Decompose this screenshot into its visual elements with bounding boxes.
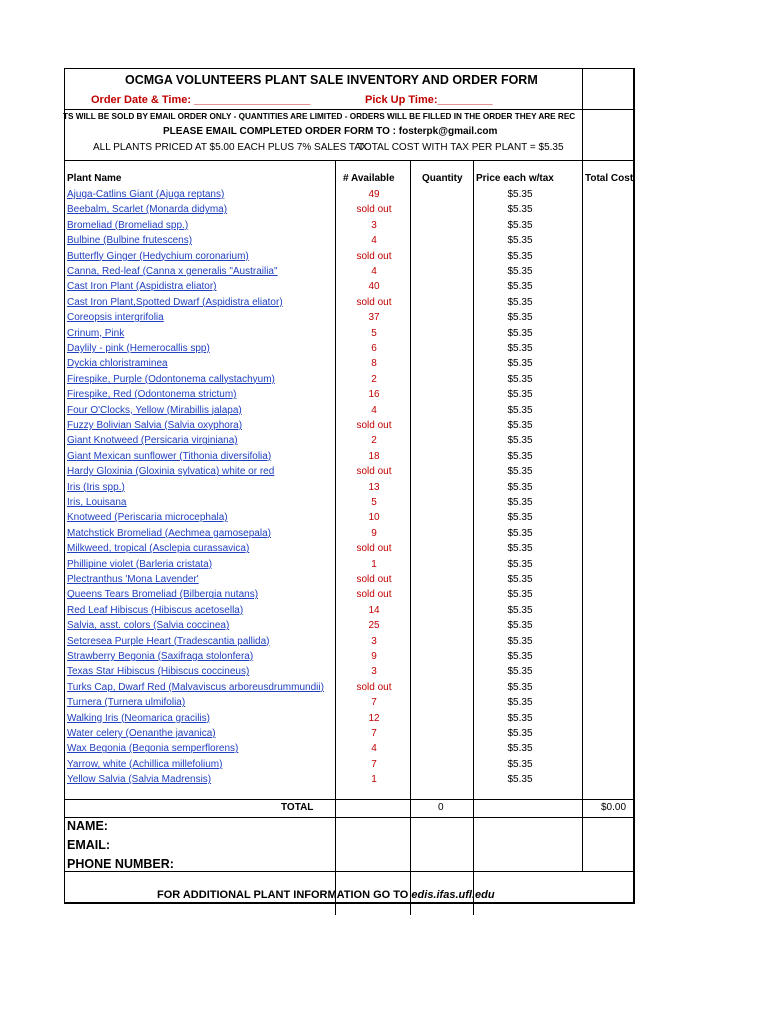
price-each: $5.35: [507, 604, 533, 616]
available-count: 4: [371, 235, 377, 247]
footer-info-text: FOR ADDITIONAL PLANT INFORMATION GO TO: [157, 889, 409, 901]
plant-name-link[interactable]: Daylily - pink (Hemerocallis spp): [67, 343, 210, 354]
table-row: [65, 695, 582, 710]
plant-name-link[interactable]: Butterfly Ginger (Hedychium coronarium): [67, 250, 249, 262]
plant-name-link[interactable]: Red Leaf Hibiscus (Hibiscus acetosella): [67, 604, 244, 616]
price-each: $5.35: [507, 450, 533, 462]
price-each: $5.35: [507, 312, 533, 324]
table-row: [65, 249, 582, 264]
available-count: 3: [371, 666, 377, 678]
total-quantity: 0: [438, 802, 444, 813]
available-count: 2: [371, 435, 377, 447]
plant-name-link[interactable]: Salvia, asst. colors (Salvia coccinea): [67, 620, 230, 632]
plant-name-link[interactable]: Canna, Red-leaf (Canna x generalis "Austrailia": [67, 266, 278, 277]
price-each: $5.35: [507, 358, 533, 370]
table-row: [65, 664, 582, 679]
price-each: $5.35: [507, 481, 533, 493]
phone-field-label[interactable]: PHONE NUMBER:: [67, 857, 174, 871]
price-each: $5.35: [507, 420, 533, 431]
available-count: 1: [371, 558, 377, 570]
price-each: $5.35: [507, 343, 533, 354]
available-count: 12: [368, 712, 380, 724]
price-each: $5.35: [507, 466, 533, 478]
table-row: [65, 526, 582, 541]
available-count: 16: [368, 389, 380, 401]
price-each: $5.35: [507, 697, 533, 709]
plant-name-link[interactable]: Fuzzy Bolivian Salvia (Salvia oxyphora): [67, 420, 243, 431]
table-row: [65, 510, 582, 525]
plant-name-link[interactable]: Hardy Gloxinia (Gloxinia sylvatica) white or red: [67, 466, 275, 478]
table-row: [65, 634, 582, 649]
price-each: $5.35: [507, 620, 533, 632]
available-count: 2: [371, 373, 377, 385]
available-count: sold out: [356, 543, 392, 555]
available-count: sold out: [356, 250, 392, 262]
table-row: [65, 387, 582, 402]
available-count: 1: [371, 774, 377, 786]
table-row: [65, 757, 582, 772]
price-each: $5.35: [507, 712, 533, 724]
plant-name-link[interactable]: Crinum, Pink: [67, 327, 125, 339]
plant-name-link[interactable]: Coreopsis intergrifolia: [67, 312, 164, 324]
price-each: $5.35: [507, 373, 533, 385]
sale-notice: TS WILL BE SOLD BY EMAIL ORDER ONLY - QUANTITIES ARE LIMITED - ORDERS WILL BE FILLED IN THE ORDER THEY ARE REC: [63, 112, 576, 121]
plant-name-link[interactable]: Milkweed, tropical (Asclepia curassavica): [67, 543, 250, 555]
available-count: 40: [368, 281, 380, 293]
price-each: $5.35: [507, 666, 533, 678]
table-row: [65, 356, 582, 371]
header-plant-name: Plant Name: [67, 173, 122, 184]
total-label: TOTAL: [281, 802, 314, 813]
plant-name-link[interactable]: Queens Tears Bromeliad (Bilbergia nutans): [67, 589, 259, 601]
table-row: [65, 326, 582, 341]
price-each: $5.35: [507, 758, 533, 770]
table-row: [65, 572, 582, 587]
email-instruction: PLEASE EMAIL COMPLETED ORDER FORM TO : fosterpk@gmail.com: [163, 126, 498, 137]
price-each: $5.35: [507, 266, 533, 277]
table-row: [65, 618, 582, 633]
grid-line: [65, 109, 634, 110]
plant-name-link[interactable]: Strawberry Begonia (Saxifraga stolonfera): [67, 651, 254, 662]
plant-name-link[interactable]: Yarrow, white (Achillica millefolium): [67, 758, 223, 770]
price-each: $5.35: [507, 250, 533, 262]
table-row: [65, 187, 582, 202]
price-each: $5.35: [507, 219, 533, 231]
table-row: [65, 264, 582, 279]
footer-info: [157, 889, 495, 901]
plant-name-link[interactable]: Iris (Iris spp.): [67, 481, 125, 493]
available-count: sold out: [356, 681, 392, 693]
plant-name-link[interactable]: Bromeliad (Bromeliad spp.): [67, 219, 189, 231]
available-count: 3: [371, 635, 377, 647]
header-available: # Available: [343, 173, 395, 184]
table-row: [65, 541, 582, 556]
price-each: $5.35: [507, 774, 533, 786]
available-count: sold out: [356, 296, 392, 308]
grid-line: [582, 69, 583, 871]
available-count: sold out: [356, 574, 392, 585]
available-count: 25: [368, 620, 380, 632]
available-count: sold out: [356, 204, 392, 216]
table-row: [65, 403, 582, 418]
table-row: [65, 587, 582, 602]
grid-line: [65, 160, 634, 161]
plant-name-link[interactable]: Plectranthus 'Mona Lavender': [67, 574, 199, 585]
plant-name-link[interactable]: Firespike, Purple (Odontonema callystachyum): [67, 373, 275, 385]
table-row: [65, 433, 582, 448]
table-row: [65, 741, 582, 756]
plant-name-link[interactable]: Walking Iris (Neomarica gracilis): [67, 712, 210, 724]
plant-name-link[interactable]: Firespike, Red (Odontonema strictum): [67, 389, 237, 401]
table-row: [65, 603, 582, 618]
available-count: 5: [371, 497, 377, 508]
price-each: $5.35: [507, 189, 533, 200]
available-count: 5: [371, 327, 377, 339]
available-count: 49: [368, 189, 380, 200]
available-count: 7: [371, 728, 377, 739]
price-each: $5.35: [507, 404, 533, 416]
plant-name-link[interactable]: Wax Begonia (Begonia semperflorens): [67, 743, 239, 755]
available-count: sold out: [356, 589, 392, 601]
footer-info-link[interactable]: edis.ifas.ufl.edu: [411, 889, 495, 901]
plant-name-link[interactable]: Texas Star Hibiscus (Hibiscus coccineus): [67, 666, 250, 678]
available-count: 7: [371, 697, 377, 709]
header-price: Price each w/tax: [476, 173, 554, 184]
available-count: 37: [368, 312, 380, 324]
price-each: $5.35: [507, 389, 533, 401]
price-each: $5.35: [507, 543, 533, 555]
plant-name-link[interactable]: Cast Iron Plant,Spotted Dwarf (Aspidistra eliator): [67, 296, 283, 308]
plant-name-link[interactable]: Dyckia chloristraminea: [67, 358, 168, 370]
available-count: 10: [368, 512, 380, 524]
price-each: $5.35: [507, 512, 533, 524]
order-form-sheet: [64, 68, 635, 904]
total-cost-value: $0.00: [601, 802, 627, 813]
table-row: [65, 295, 582, 310]
available-count: 13: [368, 481, 380, 493]
form-title: OCMGA VOLUNTEERS PLANT SALE INVENTORY AND ORDER FORM: [125, 73, 538, 87]
plant-name-link[interactable]: Water celery (Oenanthe javanica): [67, 728, 216, 739]
price-each: $5.35: [507, 435, 533, 447]
available-count: sold out: [356, 420, 392, 431]
available-count: 9: [371, 651, 377, 662]
plant-name-link[interactable]: Matchstick Bromeliad (Aechmea gamosepala): [67, 527, 271, 539]
available-count: 4: [371, 404, 377, 416]
table-row: [65, 649, 582, 664]
order-date-field[interactable]: Order Date & Time: ___________________: [91, 94, 311, 106]
plant-name-link[interactable]: Giant Knotweed (Persicaria virginiana): [67, 435, 238, 447]
table-row: [65, 372, 582, 387]
plant-name-link[interactable]: Bulbine (Bulbine frutescens): [67, 235, 193, 247]
table-row: [65, 711, 582, 726]
email-field-label[interactable]: EMAIL:: [67, 838, 111, 852]
plant-name-link[interactable]: Giant Mexican sunflower (Tithonia diversifolia): [67, 450, 272, 462]
table-row: [65, 772, 582, 787]
price-each: $5.35: [507, 635, 533, 647]
table-row: [65, 218, 582, 233]
price-each: $5.35: [507, 743, 533, 755]
table-row: [65, 310, 582, 325]
table-row: [65, 449, 582, 464]
header-total-cost: Total Cost: [585, 173, 634, 184]
plant-name-link[interactable]: Knotweed (Periscaria microcephala): [67, 512, 228, 524]
plant-name-link[interactable]: Iris, Louisana: [67, 497, 127, 508]
plant-name-link[interactable]: Yellow Salvia (Salvia Madrensis): [67, 774, 212, 786]
plant-name-link[interactable]: Beebalm, Scarlet (Monarda didyma): [67, 204, 228, 216]
price-each: $5.35: [507, 204, 533, 216]
available-count: 8: [371, 358, 377, 370]
price-each: $5.35: [507, 589, 533, 601]
price-each: $5.35: [507, 527, 533, 539]
grid-line: [65, 817, 634, 818]
price-each: $5.35: [507, 574, 533, 585]
available-count: 9: [371, 527, 377, 539]
available-count: 14: [368, 604, 380, 616]
grid-line: [65, 799, 634, 800]
price-each: $5.35: [507, 681, 533, 693]
table-row: [65, 680, 582, 695]
table-row: [65, 480, 582, 495]
table-row: [65, 464, 582, 479]
price-each: $5.35: [507, 558, 533, 570]
plant-name-link[interactable]: Four O'Clocks, Yellow (Mirabillis jalapa): [67, 404, 242, 416]
header-quantity: Quantity: [422, 173, 463, 184]
table-row: [65, 495, 582, 510]
price-each: $5.35: [507, 235, 533, 247]
name-field-label[interactable]: NAME:: [67, 819, 108, 833]
table-row: [65, 726, 582, 741]
table-row: [65, 279, 582, 294]
available-count: 4: [371, 266, 377, 277]
plant-name-link[interactable]: Turks Cap, Dwarf Red (Malvaviscus arboreusdrummundii): [67, 681, 324, 693]
available-count: 3: [371, 219, 377, 231]
plant-name-link[interactable]: Turnera (Turnera ulmifolia): [67, 697, 186, 709]
table-row: [65, 233, 582, 248]
table-row: [65, 418, 582, 433]
table-row: [65, 341, 582, 356]
available-count: 4: [371, 743, 377, 755]
total-cost-note: TOTAL COST WITH TAX PER PLANT = $5.35: [358, 142, 564, 153]
pricing-note: ALL PLANTS PRICED AT $5.00 EACH PLUS 7% SALES TAX: [93, 142, 368, 153]
table-row: [65, 557, 582, 572]
price-each: $5.35: [507, 281, 533, 293]
price-each: $5.35: [507, 327, 533, 339]
plant-name-link[interactable]: Setcresea Purple Heart (Tradescantia pallida): [67, 635, 270, 647]
plant-name-link[interactable]: Ajuga-Catlins Giant (Ajuga reptans): [67, 189, 225, 200]
price-each: $5.35: [507, 651, 533, 662]
plant-name-link[interactable]: Cast Iron Plant (Aspidistra eliator): [67, 281, 217, 293]
grid-line: [65, 871, 634, 872]
pickup-time-field[interactable]: Pick Up Time:_________: [365, 94, 493, 106]
available-count: 6: [371, 343, 377, 354]
available-count: sold out: [356, 466, 392, 478]
table-row: [65, 202, 582, 217]
price-each: $5.35: [507, 728, 533, 739]
available-count: 7: [371, 758, 377, 770]
available-count: 18: [368, 450, 380, 462]
price-each: $5.35: [507, 296, 533, 308]
price-each: $5.35: [507, 497, 533, 508]
plant-name-link[interactable]: Phillipine violet (Barleria cristata): [67, 558, 213, 570]
